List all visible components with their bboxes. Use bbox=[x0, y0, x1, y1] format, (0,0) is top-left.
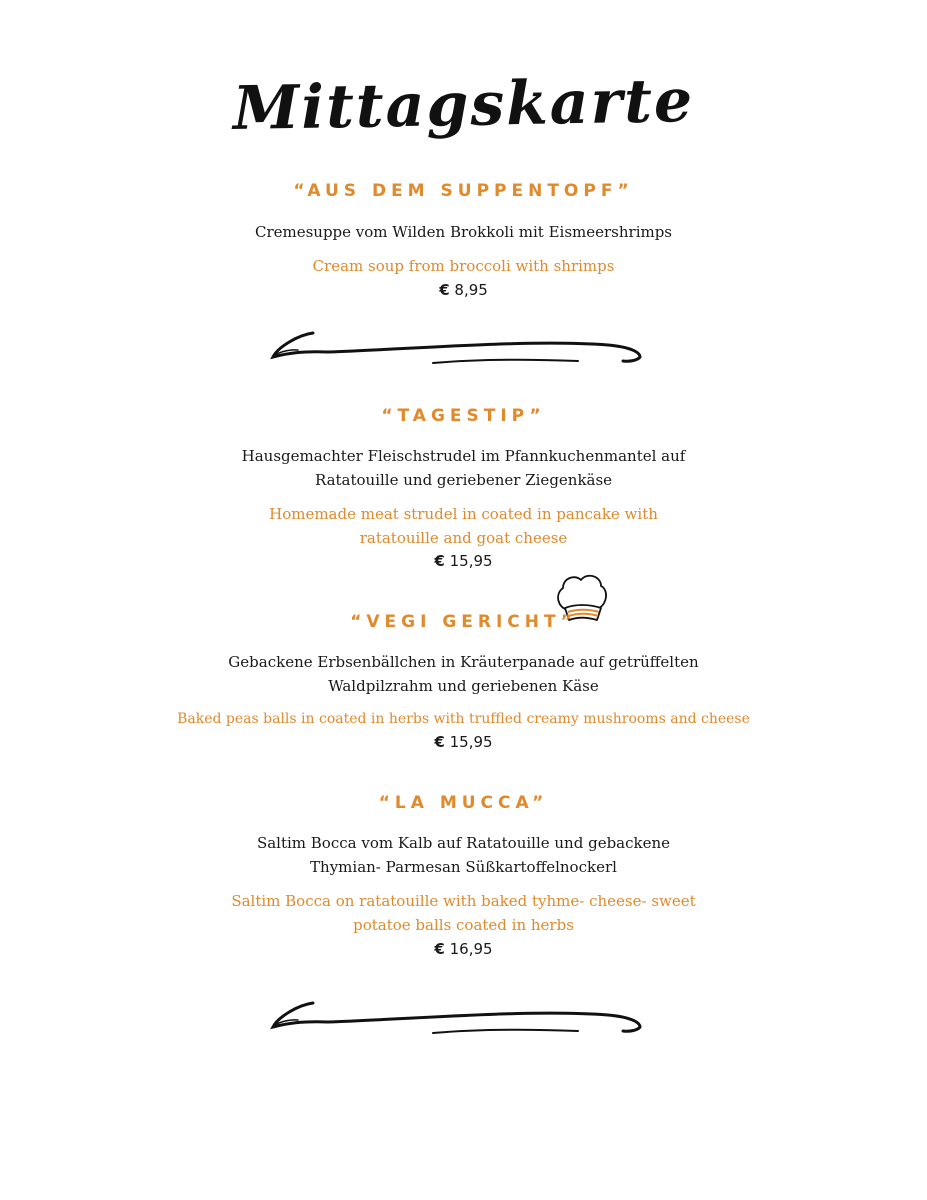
section-heading-la-mucca: “LA MUCCA” bbox=[378, 793, 549, 813]
swash-divider-icon bbox=[268, 327, 648, 369]
dish-description-en: Baked peas balls in coated in herbs with truffled creamy mushrooms and cheese bbox=[177, 711, 750, 727]
dish-description-en: ratatouille and goat cheese bbox=[359, 529, 568, 547]
section-heading-soup: “AUS DEM SUPPENTOPF” bbox=[293, 181, 634, 201]
dish-description-en: Saltim Bocca on ratatouille with baked tyhme- cheese- sweet bbox=[231, 892, 696, 910]
currency-symbol: € bbox=[434, 733, 445, 751]
dish-description-de: Hausgemachter Fleischstrudel im Pfannkuchenmantel auf bbox=[241, 447, 686, 465]
section-heading-vegetarian: “VEGI GERICHT” bbox=[350, 612, 577, 632]
price-value: 16,95 bbox=[449, 940, 493, 958]
dish-description-de: Thymian- Parmesan Süßkartoffelnockerl bbox=[310, 858, 617, 876]
section-heading-daily-special: “TAGESTIP” bbox=[381, 406, 546, 426]
dish-price bbox=[0, 940, 927, 958]
dish-description-de: Saltim Bocca vom Kalb auf Ratatouille und gebackene bbox=[256, 834, 671, 852]
dish-description-de: Ratatouille und geriebener Ziegenkäse bbox=[314, 471, 613, 489]
dish-price bbox=[0, 281, 927, 299]
dish-description-de: Cremesuppe vom Wilden Brokkoli mit Eismeershrimps bbox=[254, 223, 673, 241]
dish-description-de: Waldpilzrahm und geriebenen Käse bbox=[328, 677, 599, 695]
price-value: 8,95 bbox=[454, 281, 488, 299]
price-value: 15,95 bbox=[449, 733, 493, 751]
currency-symbol: € bbox=[439, 281, 450, 299]
dish-description-en: Cream soup from broccoli with shrimps bbox=[312, 257, 615, 275]
page-title: Mittagskarte bbox=[232, 65, 695, 145]
price-value: 15,95 bbox=[449, 552, 493, 570]
dish-description-en: potatoe balls coated in herbs bbox=[353, 916, 574, 934]
dish-description-en: Homemade meat strudel in coated in pancake with bbox=[269, 505, 658, 523]
swash-divider-icon bbox=[268, 997, 648, 1039]
dish-description-de: Gebackene Erbsenbällchen in Kräuterpanade auf getrüffelten bbox=[228, 653, 699, 671]
currency-symbol: € bbox=[434, 940, 445, 958]
dish-price bbox=[0, 733, 927, 751]
dish-price bbox=[0, 552, 927, 570]
currency-symbol: € bbox=[434, 552, 445, 570]
